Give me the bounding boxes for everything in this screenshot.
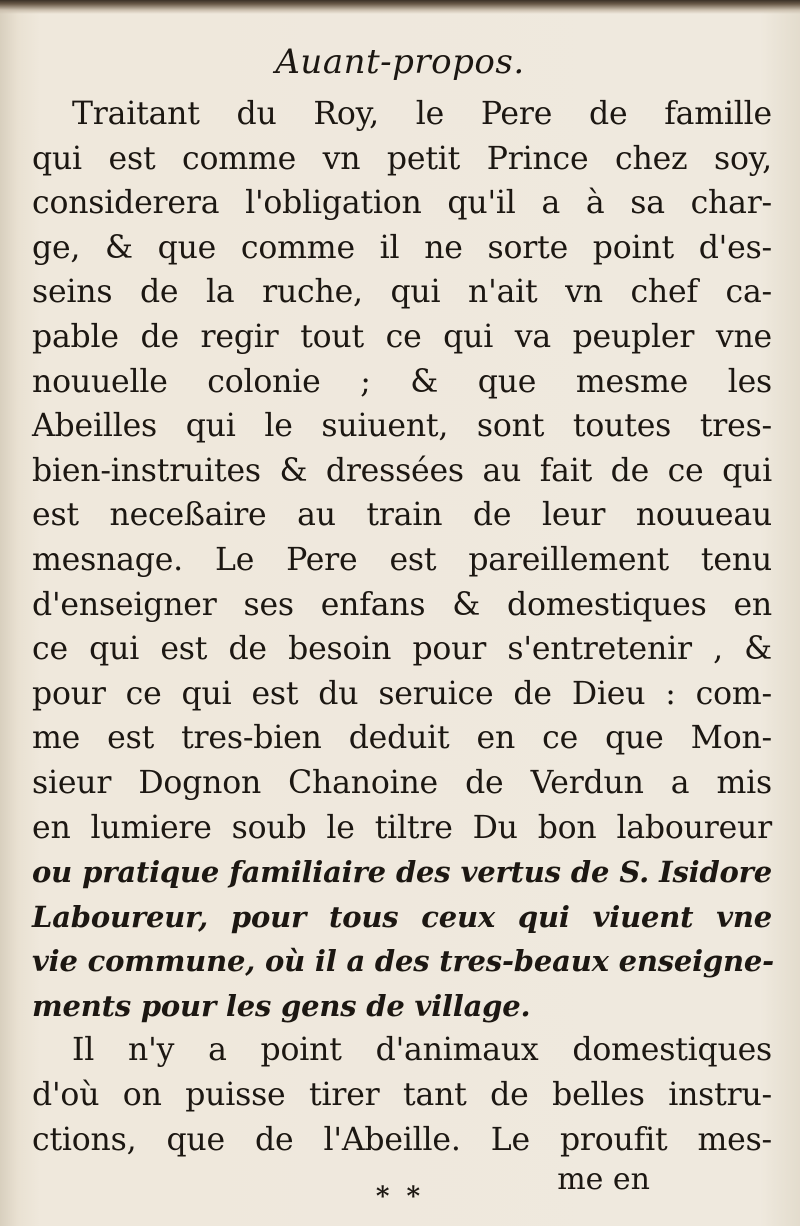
text-line: ments pour les gens de village. <box>32 988 531 1023</box>
text-line: considerera l'obligation qu'il a à sa char- <box>32 185 772 222</box>
page-top-edge <box>0 0 800 14</box>
text-line: vie commune, où il a des tres-beaux enseigne- <box>32 944 774 979</box>
text-line: d'enseigner ses enfans & domestiques en <box>32 586 772 623</box>
signature-mark: * * <box>375 1182 425 1212</box>
text-line: pour ce qui est du seruice de Dieu : com- <box>32 675 772 712</box>
text-line: en lumiere soub le tiltre Du bon laboureur <box>32 809 772 846</box>
running-head: Auant-propos. <box>275 42 525 82</box>
text-line: Il n'y a point d'animaux domestiques <box>72 1032 772 1069</box>
text-line: Laboureur, pour tous ceux qui viuent vne <box>32 899 772 934</box>
text-line: ce qui est de besoin pour s'entretenir , & <box>32 631 772 668</box>
text-line: ctions, que de l'Abeille. Le proufit mes- <box>32 1121 772 1158</box>
text-line: d'où on puisse tirer tant de belles instru- <box>32 1077 772 1114</box>
text-line: est neceßaire au train de leur nouueau <box>32 497 772 534</box>
text-line: Abeilles qui le suiuent, sont toutes tres- <box>32 408 772 445</box>
text-line: me est tres-bien deduit en ce que Mon- <box>32 720 772 757</box>
body-text <box>32 92 772 1162</box>
text-line: sieur Dognon Chanoine de Verdun a mis <box>32 764 772 801</box>
text-line: bien-instruites & dressées au fait de ce qui <box>32 452 772 489</box>
catchword: me en <box>557 1162 650 1197</box>
text-line: Traitant du Roy, le Pere de famille <box>72 96 772 132</box>
text-line: ou pratique familiaire des vertus de S. Isidore <box>32 855 772 890</box>
text-line: seins de la ruche, qui n'ait vn chef ca- <box>32 274 772 311</box>
text-line: pable de regir tout ce qui va peupler vne <box>32 318 772 355</box>
text-line: ge, & que comme il ne sorte point d'es- <box>32 229 772 266</box>
text-line: mesnage. Le Pere est pareillement tenu <box>32 541 772 578</box>
text-line: qui est comme vn petit Prince chez soy, <box>32 140 772 177</box>
text-line: nouuelle colonie ; & que mesme les <box>32 363 772 400</box>
